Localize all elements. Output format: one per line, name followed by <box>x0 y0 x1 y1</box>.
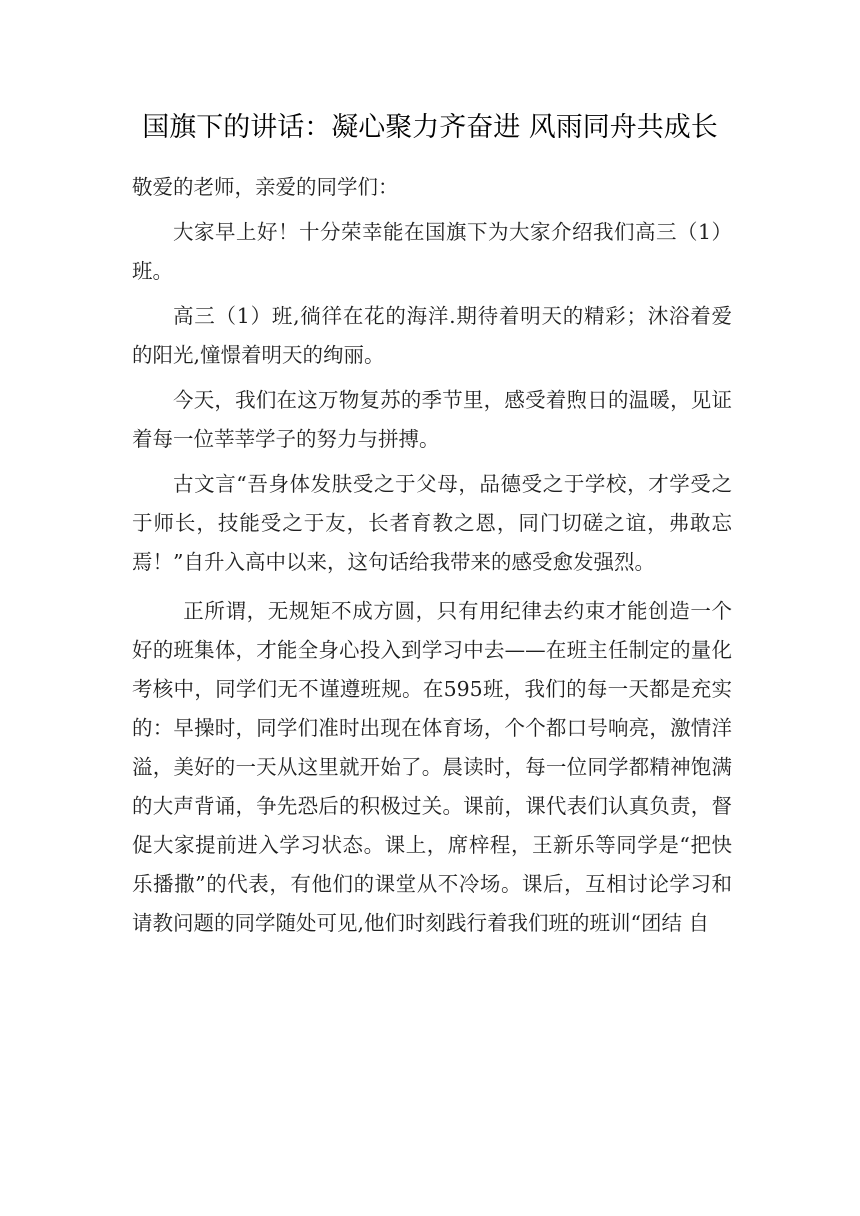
greeting-paragraph: 大家早上好！十分荣幸能在国旗下为大家介绍我们高三（1）班。 <box>132 220 732 283</box>
document-title: 国旗下的讲话：凝心聚力齐奋进 风雨同舟共成长 <box>142 112 718 143</box>
season-paragraph: 今天，我们在这万物复苏的季节里，感受着煦日的温暖，见证着每一位莘莘学子的努力与拼搏。 <box>132 388 732 451</box>
quote-paragraph: 古文言“吾身体发肤受之于父母，品德受之于学校，才学受之于师长，技能受之于友，长者育教之恩，同门切磋之谊，弗敢忘焉！”自升入高中以来，这句话给我带来的感受愈发强烈。 <box>132 472 732 574</box>
speech-body <box>132 168 732 949</box>
discipline-paragraph: 正所谓，无规矩不成方圆，只有用纪律去约束才能创造一个好的班集体，才能全身心投入到学习中去——在班主任制定的量化考核中，同学们无不谨遵班规。在595班，我们的每一天都是充实的：早操时，同学们准时出现在体育场，个个都口号响亮，激情洋溢，美好的一天从这里就开始了。晨读时，每一位同学都精神饱满的大声背诵，争先恐后的积极过关。课前，课代表们认真负责，督促大家提前进入学习状态。课上，席梓程，王新乐等同学是“把快乐播撒”的代表，有他们的课堂从不冷场。课后，互相讨论学习和请教问题的同学随处可见,他们时刻践行着我们班的班训“团结 自 <box>132 599 732 935</box>
salutation-paragraph: 敬爱的老师，亲爱的同学们： <box>132 175 399 199</box>
class-intro-paragraph: 高三（1）班,徜徉在花的海洋.期待着明天的精彩；沐浴着爱的阳光,憧憬着明天的绚丽。 <box>132 304 732 367</box>
